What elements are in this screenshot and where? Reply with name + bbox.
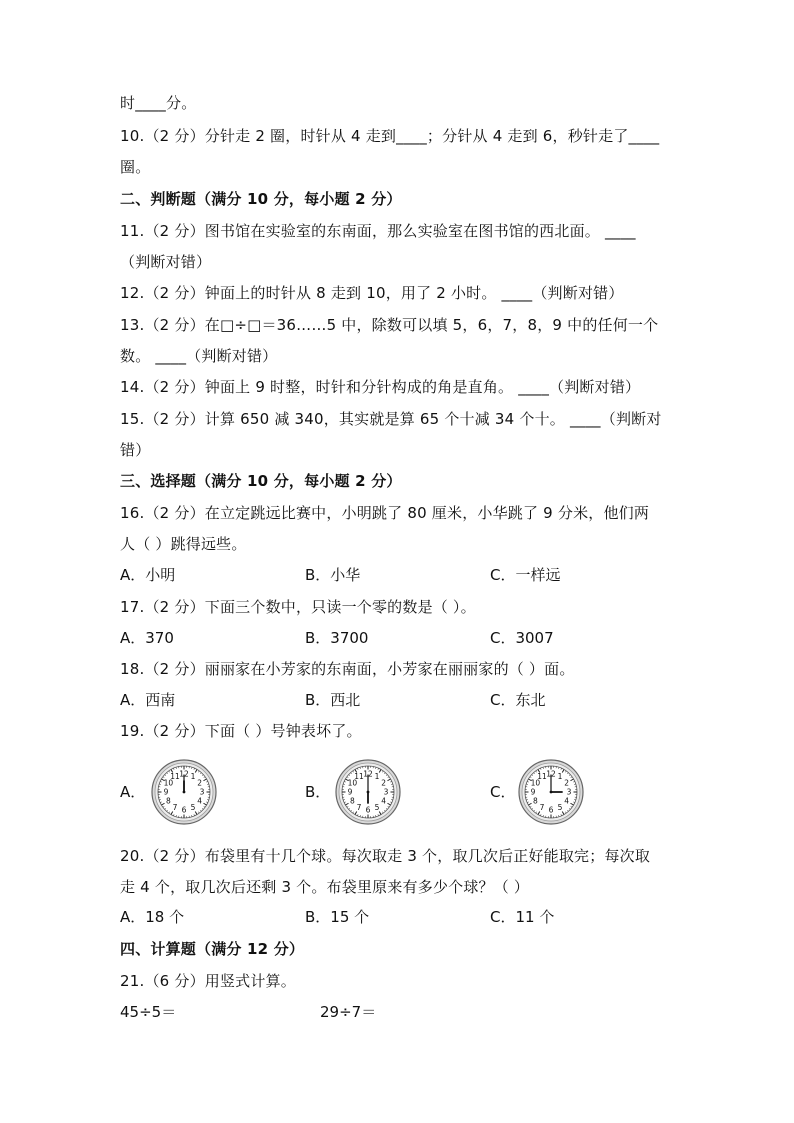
q21: 21.（6 分）用竖式计算。 — [120, 972, 296, 990]
clock-numeral: 10 — [163, 778, 174, 788]
calc-2: 29÷7＝ — [320, 1003, 377, 1021]
q12: 12.（2 分）钟面上的时针从 8 走到 10，用了 2 小时。 ____（判断对错） — [120, 284, 624, 302]
q17-option-c[interactable]: C．3007 — [490, 629, 554, 647]
clock-numeral: 1 — [557, 772, 563, 782]
q19-option-b[interactable]: B． — [305, 783, 331, 801]
q16-line1: 16.（2 分）在立定跳远比赛中，小明跳了 80 厘米，小华跳了 9 分米，他们两 — [120, 504, 650, 522]
q18-option-b[interactable]: B．西北 — [305, 691, 361, 709]
q18: 18.（2 分）丽丽家在小芳家的东南面，小芳家在丽丽家的（ ）面。 — [120, 660, 575, 678]
clock-numeral: 10 — [530, 778, 541, 788]
q16-option-b[interactable]: B．小华 — [305, 566, 361, 584]
q20-option-b[interactable]: B．15 个 — [305, 908, 370, 926]
clock-numeral: 8 — [166, 796, 171, 806]
clock-a-icon[interactable] — [150, 758, 218, 826]
clock-numeral: 2 — [197, 778, 202, 788]
q9-tail: 时____分。 — [120, 94, 197, 112]
clock-numeral: 5 — [374, 803, 380, 813]
clock-numeral: 4 — [564, 796, 569, 806]
clock-numeral: 12 — [179, 769, 189, 779]
q11-line1: 11.（2 分）图书馆在实验室的东南面，那么实验室在图书馆的西北面。 ____ — [120, 222, 636, 240]
section-3-heading: 三、选择题（满分 10 分，每小题 2 分） — [120, 472, 402, 490]
q20-option-c[interactable]: C．11 个 — [490, 908, 555, 926]
clock-c-icon[interactable] — [517, 758, 585, 826]
q15-line2: 错） — [120, 441, 151, 459]
clock-pivot — [367, 791, 370, 794]
clock-b-icon[interactable] — [334, 758, 402, 826]
q14: 14.（2 分）钟面上 9 时整，时针和分针构成的角是直角。 ____（判断对错） — [120, 378, 641, 396]
clock-numeral: 6 — [181, 805, 187, 815]
q10-line2: 圈。 — [120, 158, 151, 176]
clock-numeral: 4 — [197, 796, 202, 806]
clock-numeral: 3 — [383, 787, 389, 797]
clock-numeral: 2 — [381, 778, 386, 788]
clock-numeral: 9 — [530, 787, 536, 797]
q13-line1: 13.（2 分）在□÷□＝36……5 中，除数可以填 5，6，7，8，9 中的任何一个 — [120, 316, 659, 334]
clock-numeral: 4 — [381, 796, 386, 806]
q20-line1: 20.（2 分）布袋里有十几个球。每次取走 3 个，取几次后正好能取完；每次取 — [120, 847, 651, 865]
q16-option-a[interactable]: A．小明 — [120, 566, 176, 584]
section-2-heading: 二、判断题（满分 10 分，每小题 2 分） — [120, 190, 402, 208]
q20-line2: 走 4 个，取几次后还剩 3 个。布袋里原来有多少个球？（ ） — [120, 878, 530, 896]
clock-numeral: 6 — [548, 805, 554, 815]
clock-pivot — [183, 791, 186, 794]
clock-numeral: 9 — [347, 787, 353, 797]
clock-numeral: 1 — [190, 772, 196, 782]
q17: 17.（2 分）下面三个数中，只读一个零的数是（ ）。 — [120, 598, 476, 616]
clock-numeral: 8 — [350, 796, 355, 806]
q19: 19.（2 分）下面（ ）号钟表坏了。 — [120, 722, 362, 740]
clock-numeral: 5 — [557, 803, 563, 813]
clock-numeral: 11 — [354, 772, 364, 782]
clock-numeral: 2 — [564, 778, 569, 788]
q20-option-a[interactable]: A．18 个 — [120, 908, 185, 926]
q19-option-a[interactable]: A． — [120, 783, 146, 801]
section-4-heading: 四、计算题（满分 12 分） — [120, 940, 305, 958]
clock-numeral: 10 — [347, 778, 358, 788]
clock-numeral: 9 — [163, 787, 169, 797]
q17-option-b[interactable]: B．3700 — [305, 629, 369, 647]
q16-line2: 人（ ）跳得远些。 — [120, 535, 247, 553]
clock-numeral: 8 — [533, 796, 538, 806]
clock-numeral: 11 — [170, 772, 180, 782]
clock-numeral: 12 — [363, 769, 373, 779]
clock-pivot — [550, 791, 553, 794]
clock-numeral: 3 — [566, 787, 572, 797]
clock-numeral: 12 — [546, 769, 556, 779]
clock-numeral: 11 — [537, 772, 547, 782]
q15-line1: 15.（2 分）计算 650 减 340，其实就是算 65 个十减 34 个十。 ____（判断对 — [120, 410, 662, 428]
q13-line2: 数。 ____（判断对错） — [120, 347, 278, 365]
q17-option-a[interactable]: A．370 — [120, 629, 174, 647]
q18-option-c[interactable]: C．东北 — [490, 691, 546, 709]
clock-numeral: 7 — [539, 803, 545, 813]
q18-option-a[interactable]: A．西南 — [120, 691, 176, 709]
q19-option-c[interactable]: C． — [490, 783, 516, 801]
clock-numeral: 5 — [190, 803, 196, 813]
q11-line2: （判断对错） — [120, 253, 212, 271]
clock-numeral: 1 — [374, 772, 380, 782]
q10-line1: 10.（2 分）分针走 2 圈，时针从 4 走到____；分针从 4 走到 6，秒针走了____ — [120, 127, 660, 145]
clock-numeral: 7 — [172, 803, 178, 813]
calc-1: 45÷5＝ — [120, 1003, 177, 1021]
clock-numeral: 6 — [365, 805, 371, 815]
clock-numeral: 7 — [356, 803, 362, 813]
clock-numeral: 3 — [199, 787, 205, 797]
q16-option-c[interactable]: C．一样远 — [490, 566, 561, 584]
